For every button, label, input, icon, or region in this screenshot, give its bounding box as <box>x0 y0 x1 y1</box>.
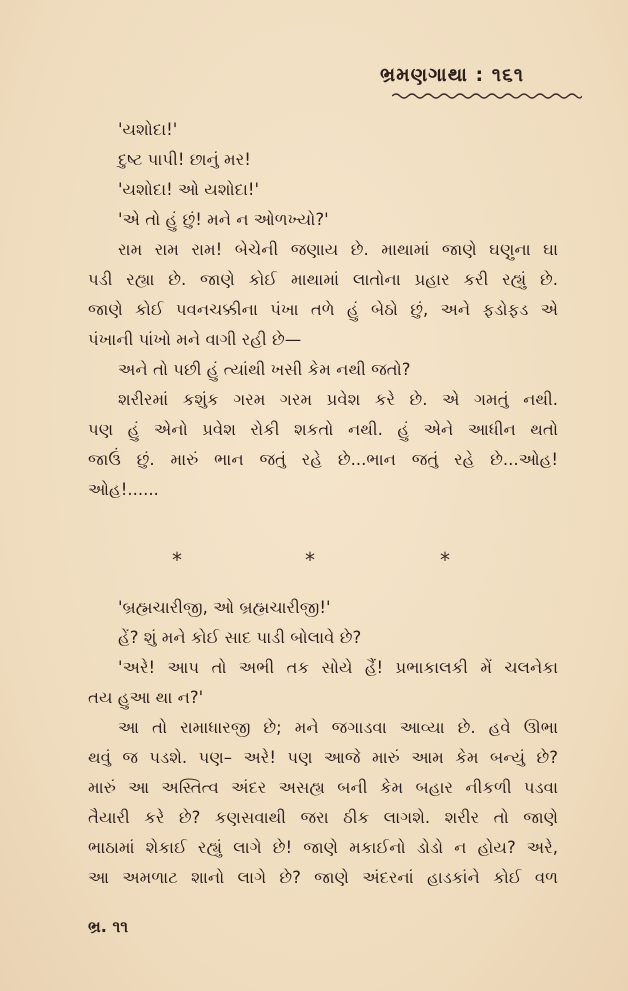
text-line: 'અરે! આપ તો અભી તક સોયે હૈં! પ્રભાકાલકી મેં ચલનેકા <box>118 658 558 677</box>
text-line: 'યશોદા! ઓ યશોદા!' <box>118 180 260 199</box>
running-head-text: ભ્રમણગાથા : ૧૬૧ <box>380 64 525 86</box>
text-block-1 <box>88 115 558 505</box>
text-line: આ તો રામાધારજી છે; મને જગાડવા આવ્યા છે. હવે ઊભા <box>118 718 558 737</box>
text-line: હેં? શું મને કોઈ સાદ પાડી બોલાવે છે? <box>118 628 362 647</box>
section-separator <box>0 548 628 578</box>
separator-star: * <box>305 548 315 572</box>
separator-star: * <box>172 548 182 572</box>
running-head-underline <box>392 92 582 100</box>
text-line: 'યશોદા!' <box>118 120 178 139</box>
text-line: 'એ તો હું છું! મને ન ઓળખ્યો?' <box>118 210 329 229</box>
text-line: મારું આ અસ્તિત્વ અંદર અસહ્ય બની કેમ બહાર નીકળી પડવા <box>88 778 558 797</box>
text-line: 'બ્રહ્મચારીજી, ઓ બ્રહ્મચારીજી!' <box>118 598 331 617</box>
text-line: જાણે કોઈ પવનચક્કીના પંખા તળે હું બેઠો છું, અને ફડોફડ એ <box>88 300 558 319</box>
separator-star: * <box>440 548 450 572</box>
text-line: તૈયારી કરે છે? કણસવાથી જરા ઠીક લાગશે. શરીર તો જાણે <box>88 808 558 827</box>
text-line: આ અમળાટ શાનો લાગે છે? જાણે અંદરનાં હાડકાંને કોઈ વળ <box>88 868 558 887</box>
text-line: પણ હું એનો પ્રવેશ રોકી શકતો નથી. હું એને આધીન થતો <box>88 420 558 439</box>
text-line: ભાઠામાં શેકાઈ રહ્યું લાગે છે! જાણે મકાઈનો ડોડો ન હોય? અરે, <box>88 838 558 857</box>
text-line: શરીરમાં કશુંક ગરમ ગરમ પ્રવેશ કરે છે. એ ગમતું નથી. <box>118 390 558 409</box>
text-block-2 <box>88 593 558 893</box>
text-line: જાઉં છું. મારું ભાન જતું રહે છે...ભાન જતું રહે છે...ઓહ! <box>88 450 558 469</box>
signature-mark: ભ્ર. ૧૧ <box>88 917 129 936</box>
text-line: થવું જ પડશે. પણ– અરે! પણ આજે મારું આમ કેમ બન્યું છે? <box>88 748 558 767</box>
text-line: દુષ્ટ પાપી! છાનું મર! <box>118 150 251 169</box>
text-line: અને તો પછી હું ત્યાંથી ખસી કેમ નથી જતો? <box>118 360 411 379</box>
text-line: તય હુઆ થા ન?' <box>88 688 204 707</box>
text-line: રામ રામ રામ! બેચેની જણાય છે. માથામાં જાણે ઘણુના ઘા <box>118 240 558 259</box>
running-head <box>380 64 590 86</box>
text-line: પડી રહ્યા છે. જાણે કોઈ માથામાં લાતોના પ્રહાર કરી રહ્યું છે. <box>88 270 558 289</box>
text-line: પંખાની પાંખો મને વાગી રહી છે— <box>88 330 302 349</box>
text-line: ઓહ!...... <box>88 480 159 499</box>
